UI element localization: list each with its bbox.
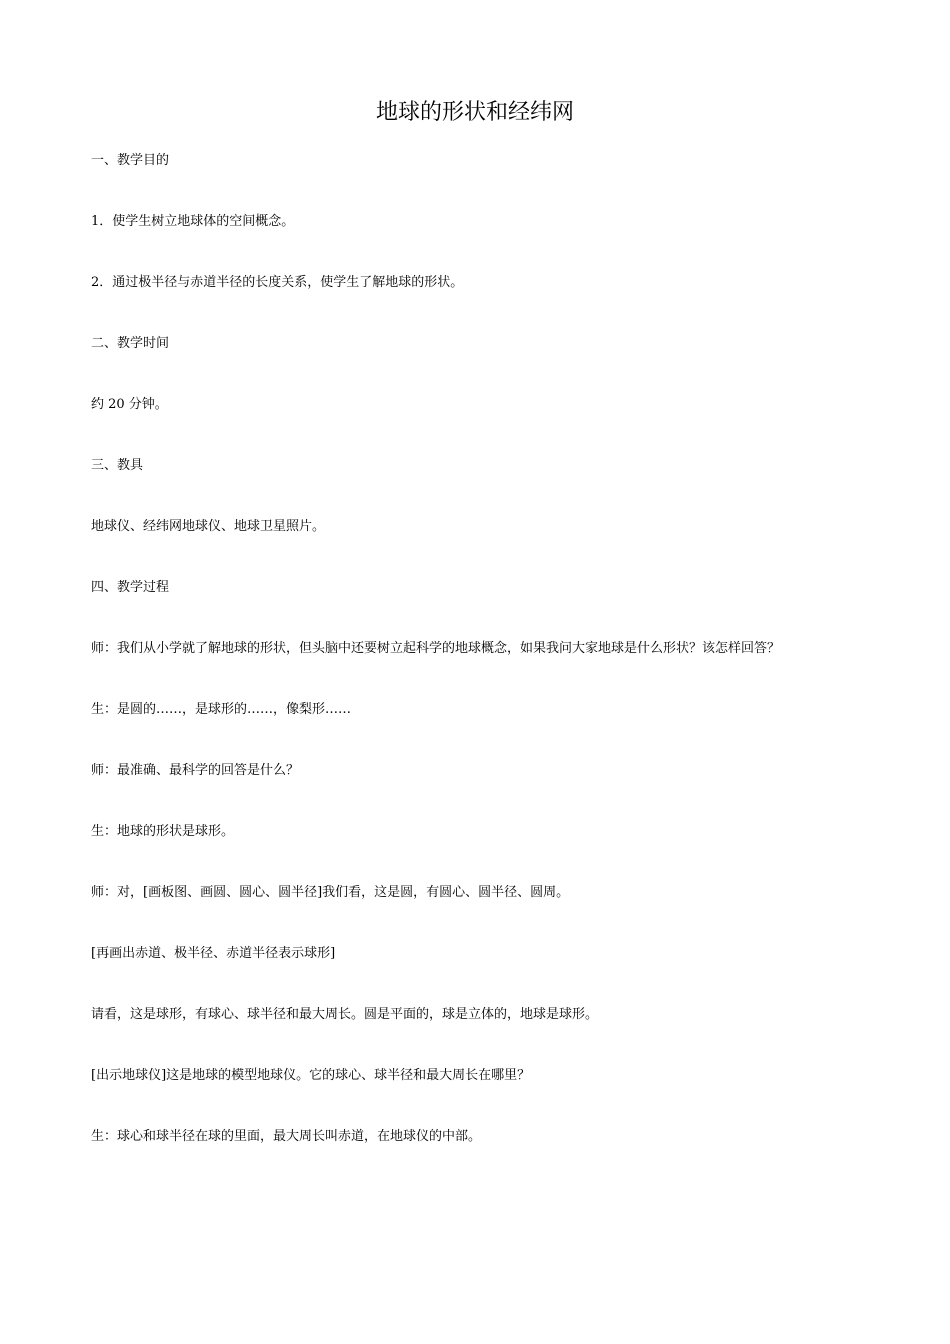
objective-item-2: 2．通过极半径与赤道半径的长度关系，使学生了解地球的形状。	[91, 275, 464, 290]
dialogue-line: 师：我们从小学就了解地球的形状，但头脑中还要树立起科学的地球概念，如果我问大家地球是什么形状？该怎样回答？	[91, 641, 781, 656]
stage-direction: [再画出赤道、极半径、赤道半径表示球形]	[91, 946, 336, 961]
dialogue-line: 师：最准确、最科学的回答是什么？	[91, 763, 300, 778]
time-text: 约 20 分钟。	[91, 397, 168, 412]
dialogue-line: 生：是圆的……，是球形的……，像梨形……	[91, 702, 352, 717]
dialogue-line: 生：球心和球半径在球的里面，最大周长叫赤道，在地球仪的中部。	[91, 1129, 482, 1144]
section-heading-time: 二、教学时间	[91, 336, 170, 351]
dialogue-line: 师：对，[画板图、画圆、圆心、圆半径]我们看，这是圆，有圆心、圆半径、圆周。	[91, 885, 570, 900]
objective-item-1: 1．使学生树立地球体的空间概念。	[91, 214, 295, 229]
dialogue-line: 生：地球的形状是球形。	[91, 824, 235, 839]
section-heading-objectives: 一、教学目的	[91, 153, 170, 168]
section-heading-tools: 三、教具	[91, 458, 144, 473]
tools-text: 地球仪、经纬网地球仪、地球卫星照片。	[91, 519, 326, 534]
dialogue-line: 请看，这是球形，有球心、球半径和最大周长。圆是平面的，球是立体的，地球是球形。	[91, 1007, 599, 1022]
document-title: 地球的形状和经纬网	[375, 100, 574, 125]
dialogue-line: [出示地球仪]这是地球的模型地球仪。它的球心、球半径和最大周长在哪里？	[91, 1068, 531, 1083]
section-heading-process: 四、教学过程	[91, 580, 170, 595]
